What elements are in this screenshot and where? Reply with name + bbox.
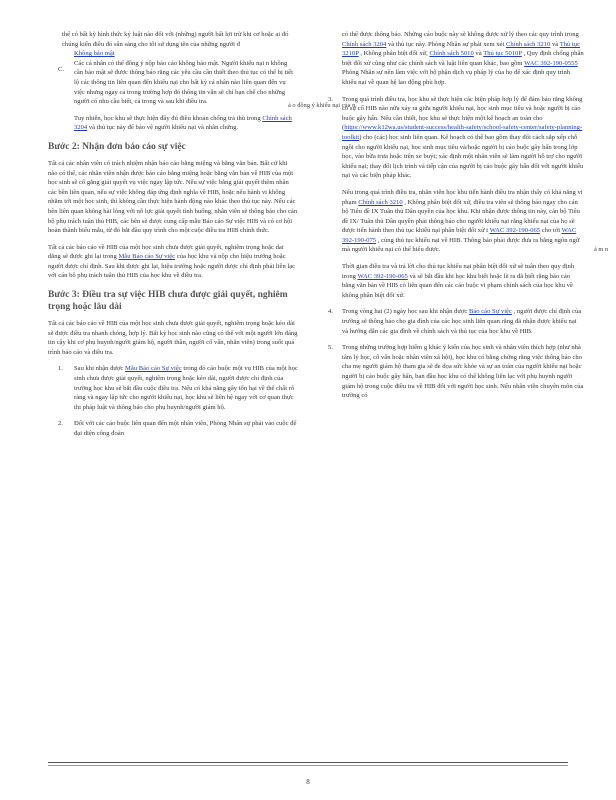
item-4-marker: 4. [328,308,333,316]
incident-report-form-link-2[interactable]: Mẫu Báo cáo Sự việc [125,365,182,373]
paragraph-discrimination: Nếu trong quá trình điều tra, nhân viên học khu tiến hành điều tra nhận thấy có khả năng vi phạm Chính sách 3210 , Không phân biệt đối xử, điều tra viên sẽ thông báo ngay cho cán bộ Tiêu đề IX Tuân thủ Dân quyền của học khu. Khi nhận được thông tin này, cán bộ Tiêu đề IX/ Tuân thủ Dân quyền phải thông báo cho người khiếu nại rằng khiếu nại của họ sẽ được tiến hành theo thủ tục khiếu nại phân biệt đối xử t WAC 392-190-065 cho tới WAC 392-190-075 , cùng thủ tục khiếu nại về HIB. Thông báo phải được đưa ra bằng ngôn ngữ mà người khiếu nại có thể hiểu được. [342,188,583,254]
procedure-5010p-link[interactable]: Thủ tục 5010P [483,50,522,58]
footer-rule [48,762,568,763]
stray-text-1: ả o đồng ý khiếu nại của n [288,102,356,109]
list-item-1: 1. Sau khi nhận được Mẫu Báo cáo Sự việc trong đó cáo buộc một vụ HIB của một học sinh chưa được giải quyết, nghiêm trọng hoặc kéo dài, người được chỉ định của trường học khu sẽ bắt đầu cuộc điều tra. Nếu có khả năng gây tổn hại về thể chất rõ ràng và ngay lập tức cho người khiếu nại, học khu sẽ liên hệ ngay với cơ quan thực thi pháp luật và thông báo cho phụ huynh/người giám hộ. [58,365,298,411]
list-item-4: 4. Trong vòng hai (2) ngày học sau khi nhận được Báo cáo Sự việc , người được chỉ định của trường sẽ thông báo cho gia đình của các học sinh liên quan rằng đã nhận được khiếu nại và hướng dẫn các gia đình về chính sách và thủ tục của học khu về HIB. [328,308,582,335]
right-column [322,30,584,408]
policy-3204-link-2[interactable]: Chính sách 3204 [342,40,387,48]
step3-paragraph-1: Tất cả các báo cáo về HIB của một học sinh chưa được giải quyết, nghiêm trọng hoặc kéo dài sẽ được điều tra nhanh chóng, hợp lý. Bất kỳ học sinh nào cũng có thể với một người lớn đáng tin cậy khi cơ phụ huynh/người giám hộ, người thân, người cố vấn, nhân viên) trong suốt quá trình báo cáo và điều tra. [48,320,298,356]
paragraph-top-left: thể có bất kỳ hình thức kỷ luật nào đối với (những) người bất lợi trừ khi cơ hoặc ai đó chúng kiến điều đó sẵn sàng cho tôi sử dụng tên của những người đ [62,31,289,48]
left-column [48,30,298,446]
item-3-marker: 3. [328,95,333,103]
item-c-marker: C. [58,66,65,74]
stray-text-2: ả m n [594,246,609,253]
item-5-marker: 5. [328,344,333,352]
wac-065-link[interactable]: WAC 392-190-065 [489,227,541,235]
item-c-body2: Tuy nhiên, học khu sẽ thực hiện đầy đủ điều khoản chống trả thù trong Chính sách 3204 và thủ tục này để bảo vệ người khiếu nại và nhân chứng. [74,114,292,132]
step3-heading: Bước 3: Điều tra sự việc HIB chưa được giải quyết, nghiêm trọng hoặc lâu dài [48,290,288,313]
list-item-2: 2. Đối với các cáo buộc liên quan đến một nhân viên, Phòng Nhân sự phải vào cuộc để đại diện công đoàn [58,420,297,437]
wac-0555-link[interactable]: WAC 392-190-0555 [524,59,578,67]
item-1-marker: 1. [58,365,63,373]
procedure-3210p-link[interactable]: Thủ tục 3210P [342,40,581,58]
item-c-body: Các cá nhân có thể đồng ý nộp báo cáo không bảo mật. Người khiếu nại n không cần bảo mật sẽ được thông báo rằng các yêu cầu cần thiết theo thủ tục có thể bị tiết lộ các thông tin liên quan đến khiếu nại cho bất kỳ cá nhân nào liên quan đến vụ việc nhưng ngay cả trong trường hợp đó thông tin vẫn sẽ chỉ bạn chế cho những người có nhu cầu biết, cả trong và sau khi điều tra. [74,59,293,106]
paragraph-timeline: Thời gian điều tra và trả lời cho thủ tục khiếu nại phân biệt đối xử sẽ tuân theo quy định trong WAC 392-190-065 và sẽ bắt đầu khi học khu biết hoặc lẽ ra đã biết rằng báo cáo bằng văn bản về HIB có liên quan đến các cáo buộc vi phạm chính sách của học khu về không phân biệt đối xử. [342,263,575,299]
wac-075-link[interactable]: WAC 392-190-075 [342,227,577,244]
policy-3210-link[interactable]: Chính sách 3210 [505,40,551,48]
page-number: 8 [306,778,310,786]
list-item-3: 3. Trong quá trình điều tra, học khu sẽ thực hiện các biện pháp hợp lý để đảm bảo rằng không có sự cố HIB nào nữa xảy ra giữa người khiếu nại, học sinh mục tiêu và hoặc người bị cáo buộc gây hấn. Nếu cần thiết, học khu sẽ thực hiện một kế hoạch an toàn cho (https://www.k12wa.us/student-success/health-safety/school-safety-center/safety-planning-toolkit) cho (các) học sinh liên quan. Kế hoạch có thể bao gồm thay đổi cách sắp xếp chỗ ngồi cho người khiếu nại, học sinh mục tiêu và/hoặc người bị cáo buộc gây hấn trong lớp học, vào bữa trưa hoặc trên xe buýt; xác định một nhân viên sẽ làm người hỗ trợ cho người khiếu nại; thay đổi lịch trình và tiếp cận của người bị cáo buộc gây hấn đối với người khiếu nại và các biện pháp khác. [328,95,584,180]
step2-heading: Bước 2: Nhận đơn báo cáo sự việc [48,141,186,152]
step2-paragraph-2: Tất cả các báo cáo về HIB của một học sinh chưa được giải quyết, nghiêm trọng hoặc dai dẳng sẽ được ghi lại trong Mẫu Báo cáo Sự việc của học khu và nộp cho hiệu trưởng hoặc người được chỉ định. Sau khi được ghi lại, hiệu trưởng hoặc người được chỉ định phải liên lạc với cán bộ phụ trách tuân thủ HIB của học khu về điều tra. [48,243,296,280]
step2-paragraph-1: Tất cả các nhân viên có trách nhiệm nhận báo cáo bằng miệng và bằng văn bản. Bất cứ khi nào có thể, các nhân viên nhận được báo cáo bằng miệng hoặc bằng văn bản về HIB của một học sinh sẽ cố gắng giải quyết vụ việc ngay lập tức. Nếu sự việc bằng giải quyết thêm nhân các bên liên quan, nếu sự việc không đáp ứng định nghĩa về HIB, hoặc nếu hành vi không nhằm tới một học sinh, thì không cần thực hiện hành động nào khác theo thủ tục này. Nếu các bên liên quan không hài lòng với nỗ lực giải quyết tình huống, nhân viên sẽ thông báo cho cán bộ phụ trách tuân thủ HIB, các bên sẽ được cung cấp mẫu Báo cáo Sự việc HIB và có cơ hội hoàn thành biểu mẫu, từ đó bắt đầu quy trình cho một cuộc điều tra HIB chính thức. [48,159,298,235]
policy-5010-link[interactable]: Chính sách 5010 [429,50,474,58]
list-item-5: 5. Trong những trường hợp hiếm g khác ý kiến của học sinh và nhân viên thích hợp (như nhà tâm lý học, cố vấn hoặc nhân viên xã hội), học khu có bằng chứng rằng việc thông báo cho cha mẹ người giám hộ tham gia sẽ đe dọa sức khỏe và sự an toàn của người khiếu nại hoặc người bị cáo buộc gây hấn, ban đầu học khu có thể không liên lạc với phụ huynh người giám hộ trong cuộc điều tra về HIB đối với người học sinh. Nếu nhân viên chuyên môn của trường có [328,344,584,400]
wac-065-link-2[interactable]: WAC 392-190-065 [357,272,408,280]
safety-toolkit-link[interactable]: https://www.k12wa.us/student-success/health-safety/school-safety-center/safety-planning-toolkit [342,124,583,141]
policy-3204-link[interactable]: Chính sách 3204 [74,114,292,132]
policy-3210-link-2[interactable]: Chính sách 3210 [358,198,403,206]
item-c-title: Không bảo mật [74,50,115,58]
incident-report-link-3[interactable]: Báo cáo Sự việc [468,308,512,316]
item-2-marker: 2. [58,420,63,428]
incident-report-form-link[interactable]: Mẫu Báo cáo Sự việc [118,253,176,261]
footer-rule-secondary [48,765,568,766]
item-c-content [48,49,298,133]
paragraph-top-right: có thể được thông báo. Những cáo buộc này sẽ không được xử lý theo các quy trình trong Chính sách 3204 và thủ tục này. Phòng Nhân sự phải xem xét Chính sách 3210 và Thủ tục 3210P , Không phân biệt đối xử, Chính sách 5010 và Thủ tục 5010P , Quy định chống phân biệt đối xử cũng như các chính sách và luật liên quan khác, bao gồm WAC 392-190-0555 Phòng Nhân sự nên làm việc với bộ phận dịch vụ pháp lý của họ để xác định quy trình khiếu nại về quan hệ lao động phù hợp. [342,31,584,86]
